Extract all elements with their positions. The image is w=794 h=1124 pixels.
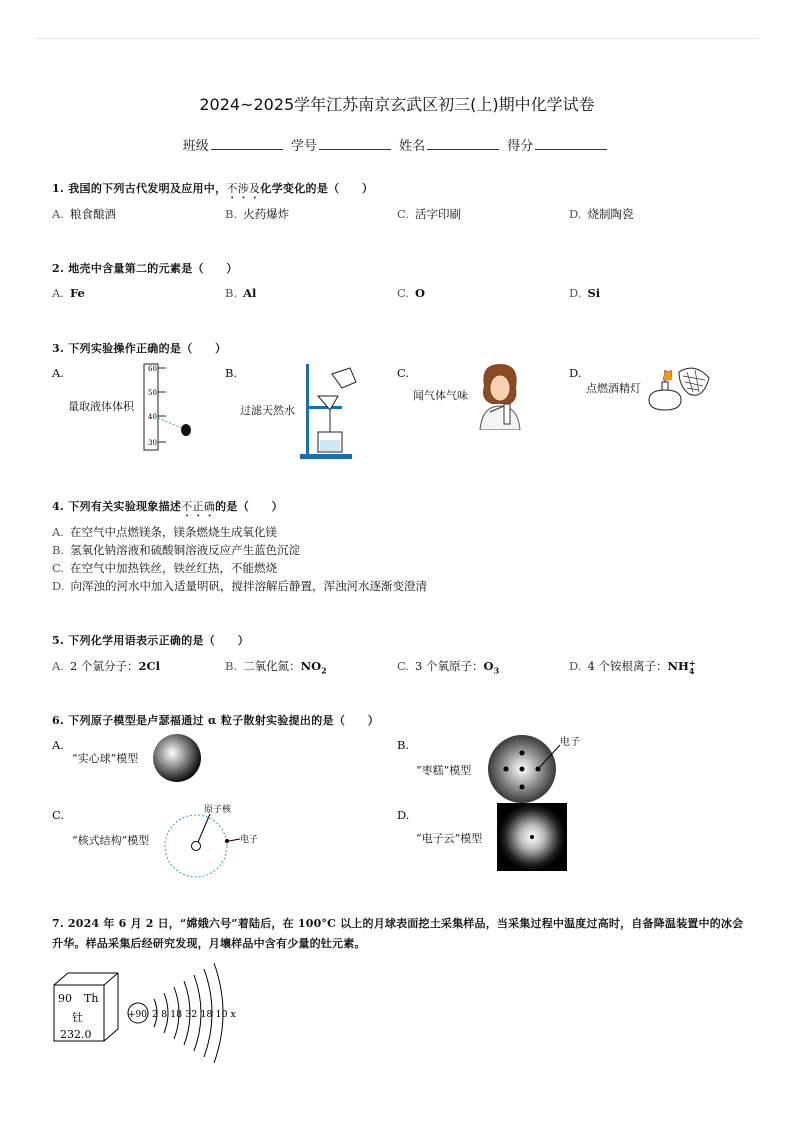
q6-b-label: “枣糕”模型: [416, 764, 472, 777]
q2-option-c[interactable]: C. O: [397, 286, 426, 300]
q6-d-label: “电子云”模型: [416, 832, 483, 845]
q1-option-a[interactable]: A. 粮食酿酒: [52, 207, 116, 221]
question-6-stem: 6. 下列原子模型是卢瑟福通过 α 粒子散射实验提出的是（ ）: [52, 714, 380, 727]
q2-option-b[interactable]: B. Al: [225, 286, 257, 300]
nuclear-model-illustration: [160, 800, 270, 882]
class-label: 班级: [182, 139, 209, 154]
element-number: 90: [58, 992, 72, 1005]
exam-title: 2024~2025学年江苏南京玄武区初三(上)期中化学试卷: [199, 95, 595, 114]
question-4-emphasis: 不正确: [181, 500, 216, 513]
alcohol-lamp-illustration: [643, 360, 715, 418]
question-4-stem: 4. 下列有关实验现象描述不正确的是（ ）: [52, 500, 283, 513]
tick-40: 40: [148, 413, 157, 421]
name-blank[interactable]: [427, 137, 499, 150]
plum-pudding-model-illustration: [482, 733, 592, 805]
score-label: 得分: [507, 139, 534, 154]
q5-option-b[interactable]: B. 二氧化氮：$NO_2$: [225, 659, 327, 676]
question-5-stem: 5. 下列化学用语表示正确的是（ ）: [52, 634, 250, 647]
question-2-stem: 2. 地壳中含量第二的元素是（ ）: [52, 262, 238, 275]
q3-a-label: 量取液体体积: [68, 400, 134, 413]
q3-d-label: 点燃酒精灯: [586, 382, 641, 395]
filtration-apparatus-illustration: [296, 360, 366, 462]
tick-50: 50: [148, 389, 157, 397]
element-symbol: Th: [84, 992, 99, 1005]
number-label: 学号: [290, 139, 317, 154]
number-blank[interactable]: [319, 137, 391, 150]
electron-cloud-model-illustration: [497, 803, 567, 871]
question-3-stem: 3. 下列实验操作正确的是（ ）: [52, 342, 227, 355]
score-blank[interactable]: [535, 137, 607, 150]
name-label: 姓名: [399, 139, 426, 154]
solid-sphere-model-illustration: [150, 733, 206, 783]
class-blank[interactable]: [211, 137, 283, 150]
eye-icon: [181, 424, 191, 436]
q1-option-b[interactable]: B. 火药爆炸: [225, 207, 290, 221]
q6-option-c-letter[interactable]: C.: [52, 808, 65, 822]
tick-60: 60: [148, 365, 157, 373]
atom-shell-electrons: 2 8 18 32 18 10 x: [152, 1009, 236, 1020]
q3-c-label: 闻气体气味: [413, 389, 468, 402]
q3-option-b-letter[interactable]: B.: [225, 366, 238, 380]
q6-option-a-letter[interactable]: A.: [52, 738, 64, 752]
q4-option-c[interactable]: C. 在空气中加热铁丝，铁丝红热，不能燃烧: [52, 561, 278, 575]
q4-option-d[interactable]: D. 向浑浊的河水中加入适量明矾，搅拌溶解后静置，浑浊河水逐渐变澄清: [52, 579, 427, 593]
q1-option-d[interactable]: D. 烧制陶瓷: [569, 207, 634, 221]
q4-option-a[interactable]: A. 在空气中点燃镁条，镁条燃烧生成氧化镁: [52, 525, 277, 539]
q5-option-c[interactable]: C. 3 个氧原子：$O_3$: [397, 659, 500, 676]
thorium-element-and-atom-illustration: [50, 955, 240, 1075]
graduated-cylinder-illustration: [138, 362, 198, 452]
q6-c-label: “核式结构”模型: [72, 834, 150, 847]
q2-option-d[interactable]: D. Si: [569, 286, 601, 300]
smelling-gas-illustration: [470, 360, 528, 430]
q6-option-d-letter[interactable]: D.: [397, 808, 410, 822]
question-1-stem: 1. 我国的下列古代发明及应用中，不涉及化学变化的是（ ）: [52, 182, 374, 195]
element-mass: 232.0: [60, 1028, 92, 1041]
student-info-row: [0, 135, 794, 154]
nucleus-label: 原子核: [204, 805, 232, 815]
q3-option-c-letter[interactable]: C.: [397, 366, 410, 380]
electron-label-c: 电子: [240, 835, 259, 845]
q6-a-label: “实心球”模型: [72, 752, 139, 765]
q6-option-b-letter[interactable]: B.: [397, 738, 410, 752]
top-divider: [36, 38, 758, 39]
q2-option-a[interactable]: A. Fe: [52, 286, 85, 300]
q1-option-c[interactable]: C. 活字印刷: [397, 207, 462, 221]
q5-option-d[interactable]: D. 4 个铵根离子：NH + 4: [569, 658, 696, 676]
q3-b-label: 过滤天然水: [240, 404, 295, 417]
q5-option-a[interactable]: A. 2 个氯分子：2Cl: [52, 659, 160, 673]
q3-option-d-letter[interactable]: D.: [569, 366, 582, 380]
question-7-stem: 7. 2024 年 6 月 2 日，“嫦娥六号”着陆后，在 100°C 以上的月球表面挖土采集样品，当采集过程中温度过高时，自备降温装置中的冰会升华。样品采集后经研究发现，月壤样品中含有少量的钍元素。: [52, 917, 744, 950]
atom-nucleus-charge: +90: [128, 1010, 147, 1020]
question-1-emphasis: 不涉及: [226, 182, 261, 195]
element-name: 钍: [72, 1011, 83, 1024]
q3-option-a-letter[interactable]: A.: [52, 366, 64, 380]
electron-label: 电子: [560, 737, 580, 748]
tick-30: 30: [148, 439, 157, 447]
q4-option-b[interactable]: B. 氢氧化钠溶液和硫酸铜溶液反应产生蓝色沉淀: [52, 543, 301, 557]
